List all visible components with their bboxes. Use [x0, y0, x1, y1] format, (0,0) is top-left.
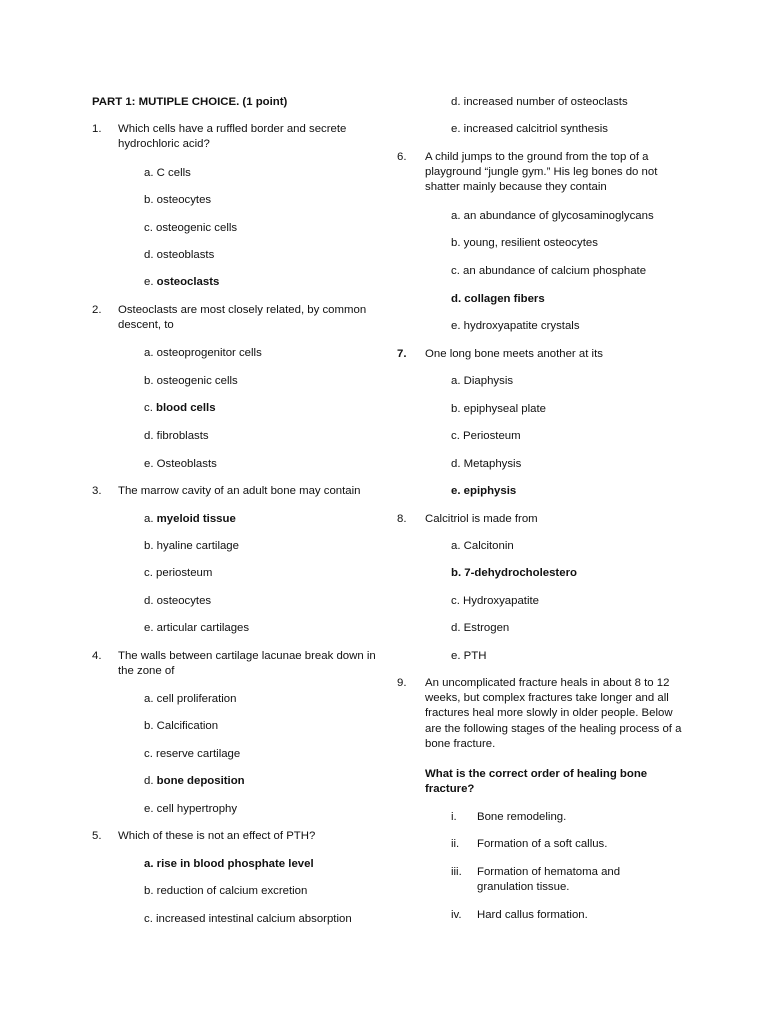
option-e: e. PTH: [451, 650, 487, 662]
correct-answer: osteoclasts: [156, 276, 220, 288]
option-a: a. an abundance of glycosaminoglycans: [451, 210, 654, 222]
option-c: [144, 401, 216, 416]
question-number: 2.: [92, 304, 102, 316]
option-b: b. 7-dehydrocholestero: [451, 567, 577, 579]
option-d: d. fibroblasts: [144, 430, 209, 442]
option-d: d. osteoblasts: [144, 249, 215, 261]
option-e: e. increased calcitriol synthesis: [451, 123, 609, 135]
correct-answer: myeloid tissue: [156, 513, 236, 525]
question-text: An uncomplicated fracture heals in about 8 to 12 weeks, but complex fractures take longer and all fractures heal more slowly in older people. Below are the following stages of the healing process of a bone fracture.: [425, 677, 682, 750]
option-d: d. Estrogen: [451, 622, 510, 634]
stage-number: i.: [451, 811, 457, 823]
stage-number: ii.: [451, 838, 460, 850]
stage-number: iv.: [451, 909, 462, 921]
option-a: a. C cells: [144, 167, 191, 179]
question-text: The marrow cavity of an adult bone may contain: [118, 485, 361, 497]
question-number: 9.: [397, 677, 407, 689]
option-e: e. Osteoblasts: [144, 458, 217, 470]
option-b: b. hyaline cartilage: [144, 540, 239, 552]
question-number: 8.: [397, 513, 407, 525]
option-a: a. rise in blood phosphate level: [144, 858, 314, 870]
question-text: Which of these is not an effect of PTH?: [118, 830, 316, 842]
option-c: c. an abundance of calcium phosphate: [451, 265, 647, 277]
option-e: e. hydroxyapatite crystals: [451, 320, 580, 332]
question-text: Osteoclasts are most closely related, by common descent, to: [118, 304, 367, 332]
question-number: 5.: [92, 830, 102, 842]
option-b: b. epiphyseal plate: [451, 403, 546, 415]
option-c: c. reserve cartilage: [144, 748, 241, 760]
option-e: e. epiphysis: [451, 485, 517, 497]
option-e: e. cell hypertrophy: [144, 803, 238, 815]
question-number: 3.: [92, 485, 102, 497]
question-number: 1.: [92, 123, 102, 135]
option-a: a. Calcitonin: [451, 540, 514, 552]
option-a: [144, 512, 236, 527]
option-d: d. collagen fibers: [451, 293, 545, 305]
option-d: d. Metaphysis: [451, 458, 522, 470]
question-number: 7.: [397, 348, 407, 360]
option-prefix: d.: [144, 775, 157, 787]
option-prefix: c.: [144, 402, 157, 414]
option-e: e. articular cartilages: [144, 622, 250, 634]
option-prefix: a.: [144, 513, 157, 525]
stage-text: Formation of hematoma and granulation tissue.: [477, 866, 621, 894]
option-c: c. increased intestinal calcium absorption: [144, 913, 352, 925]
option-a: a. Diaphysis: [451, 375, 514, 387]
option-c: c. periosteum: [144, 567, 213, 579]
option-d: d. increased number of osteoclasts: [451, 96, 628, 108]
stage-text: Formation of a soft callus.: [477, 838, 608, 850]
stage-text: Bone remodeling.: [477, 811, 567, 823]
correct-answer: blood cells: [156, 402, 216, 414]
option-d: d. osteocytes: [144, 595, 212, 607]
question-text: One long bone meets another at its: [425, 348, 603, 360]
stage-number: iii.: [451, 866, 462, 878]
option-a: a. osteoprogenitor cells: [144, 347, 262, 359]
option-c: c. osteogenic cells: [144, 222, 238, 234]
stage-text: Hard callus formation.: [477, 909, 588, 921]
option-c: c. Periosteum: [451, 430, 521, 442]
question-text: A child jumps to the ground from the top of a playground “jungle gym.” His leg bones do not shatter mainly because they contain: [425, 151, 658, 194]
option-b: b. osteogenic cells: [144, 375, 238, 387]
correct-answer: bone deposition: [156, 775, 245, 787]
question-text: Which cells have a ruffled border and secrete hydrochloric acid?: [118, 123, 347, 151]
question-text: Calcitriol is made from: [425, 513, 538, 525]
option-b: b. reduction of calcium excretion: [144, 885, 308, 897]
question-number: 4.: [92, 650, 102, 662]
option-d: [144, 774, 245, 789]
option-e: [144, 275, 219, 290]
option-c: c. Hydroxyapatite: [451, 595, 539, 607]
option-prefix: e.: [144, 276, 157, 288]
option-b: b. young, resilient osteocytes: [451, 237, 598, 249]
part-title: PART 1: MUTIPLE CHOICE. (1 point): [92, 96, 288, 108]
option-b: b. Calcification: [144, 720, 219, 732]
question-subprompt: What is the correct order of healing bone fracture?: [425, 768, 648, 796]
option-a: a. cell proliferation: [144, 693, 237, 705]
question-number: 6.: [397, 151, 407, 163]
question-text: The walls between cartilage lacunae break down in the zone of: [118, 650, 376, 678]
option-b: b. osteocytes: [144, 194, 212, 206]
